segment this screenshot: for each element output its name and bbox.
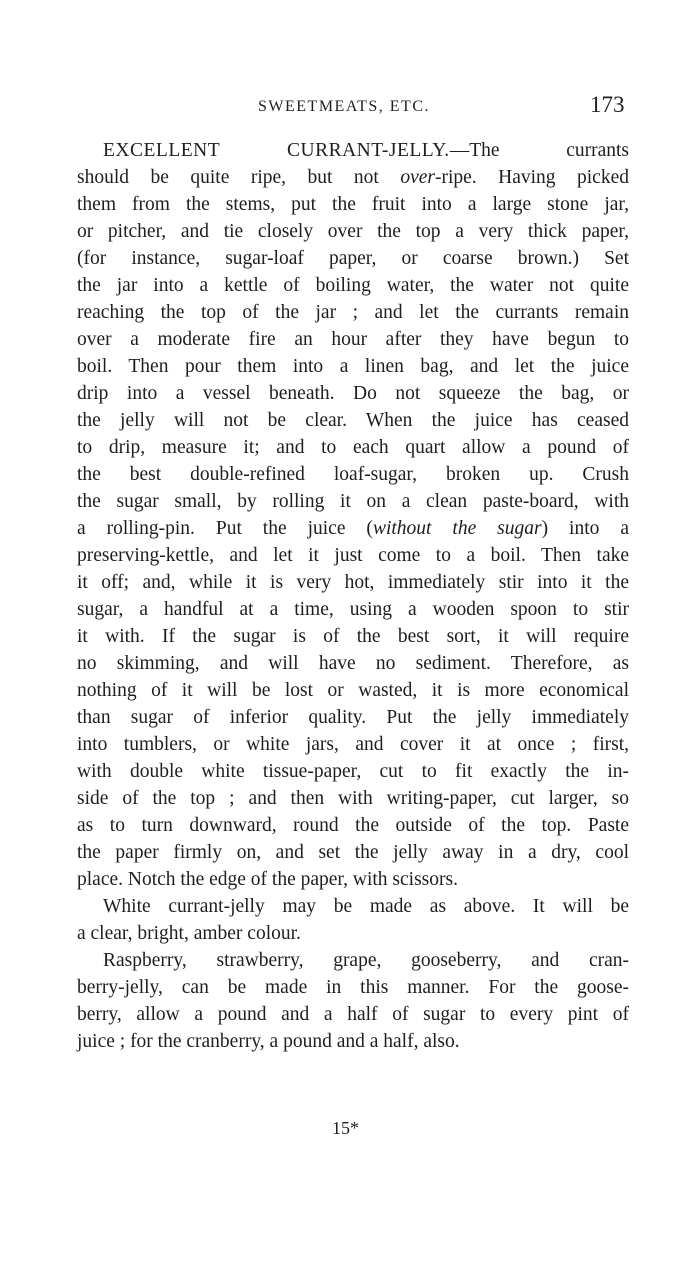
paragraph-line: berry-jelly, can be made in this manner. For the goose- xyxy=(77,977,629,998)
paragraph-line: the jar into a kettle of boiling water, the water not quite xyxy=(77,275,629,296)
paragraph-line: (for instance, sugar-loaf paper, or coarse brown.) Set xyxy=(77,248,629,269)
paragraph-line: reaching the top of the jar ; and let the currants remain xyxy=(77,302,629,323)
emphasis: without the sugar xyxy=(372,518,542,539)
paragraph-line: preserving-kettle, and let it just come to a boil. Then take xyxy=(77,545,629,566)
paragraph-line: no skimming, and will have no sediment. Therefore, as xyxy=(77,653,629,674)
paragraph-line: side of the top ; and then with writing-paper, cut larger, so xyxy=(77,788,629,809)
paragraph-line: EXCELLENT CURRANT-JELLY.—The currants xyxy=(103,140,630,161)
running-head: SWEETMEATS, ETC. xyxy=(258,98,430,115)
paragraph-line: them from the stems, put the fruit into a large stone jar, xyxy=(77,194,629,215)
recipe-title: EXCELLENT CURRANT-JELLY. xyxy=(103,140,450,161)
paragraph-line: a clear, bright, amber colour. xyxy=(77,923,301,944)
paragraph-line: as to turn downward, round the outside of the top. Paste xyxy=(77,815,629,836)
paragraph-line: sugar, a handful at a time, using a wooden spoon to stir xyxy=(77,599,629,620)
paragraph-line: should be quite ripe, but not over-ripe. Having picked xyxy=(77,167,629,188)
paragraph-line: into tumblers, or white jars, and cover it at once ; first, xyxy=(77,734,629,755)
paragraph-line: White currant-jelly may be made as above. It will be xyxy=(103,896,629,917)
paragraph-line: juice ; for the cranberry, a pound and a half, also. xyxy=(77,1031,460,1052)
paragraph-line: boil. Then pour them into a linen bag, and let the juice xyxy=(77,356,629,377)
other-jellies-paragraph xyxy=(77,947,629,1055)
paragraph-line: to drip, measure it; and to each quart allow a pound of xyxy=(77,437,629,458)
page-header xyxy=(0,92,700,126)
paragraph-line: nothing of it will be lost or wasted, it is more economical xyxy=(77,680,629,701)
page-number: 173 xyxy=(590,92,625,117)
page-body xyxy=(77,137,629,1055)
recipe-paragraph xyxy=(77,137,629,893)
paragraph-line: the paper firmly on, and set the jelly away in a dry, cool xyxy=(77,842,629,863)
paragraph-line: the jelly will not be clear. When the juice has ceased xyxy=(77,410,629,431)
paragraph-line: place. Notch the edge of the paper, with scissors. xyxy=(77,869,458,890)
paragraph-line: over a moderate fire an hour after they have begun to xyxy=(77,329,629,350)
paragraph-line: drip into a vessel beneath. Do not squeeze the bag, or xyxy=(77,383,629,404)
paragraph-line: than sugar of inferior quality. Put the jelly immediately xyxy=(77,707,629,728)
emphasis: over xyxy=(400,167,435,188)
white-currant-paragraph xyxy=(77,893,629,947)
paragraph-line: with double white tissue-paper, cut to fit exactly the in- xyxy=(77,761,629,782)
signature-mark: 15* xyxy=(332,1118,359,1138)
paragraph-line: the sugar small, by rolling it on a clean paste-board, with xyxy=(77,491,629,512)
paragraph-line: a rolling-pin. Put the juice (without the sugar) into a xyxy=(77,518,629,539)
paragraph-line: Raspberry, strawberry, grape, gooseberry, and cran- xyxy=(103,950,629,971)
paragraph-line: it with. If the sugar is of the best sort, it will require xyxy=(77,626,629,647)
paragraph-line: it off; and, while it is very hot, immediately stir into it the xyxy=(77,572,629,593)
paragraph-line: the best double-refined loaf-sugar, broken up. Crush xyxy=(77,464,629,485)
paragraph-line: or pitcher, and tie closely over the top a very thick paper, xyxy=(77,221,629,242)
paragraph-line: berry, allow a pound and a half of sugar to every pint of xyxy=(77,1004,629,1025)
